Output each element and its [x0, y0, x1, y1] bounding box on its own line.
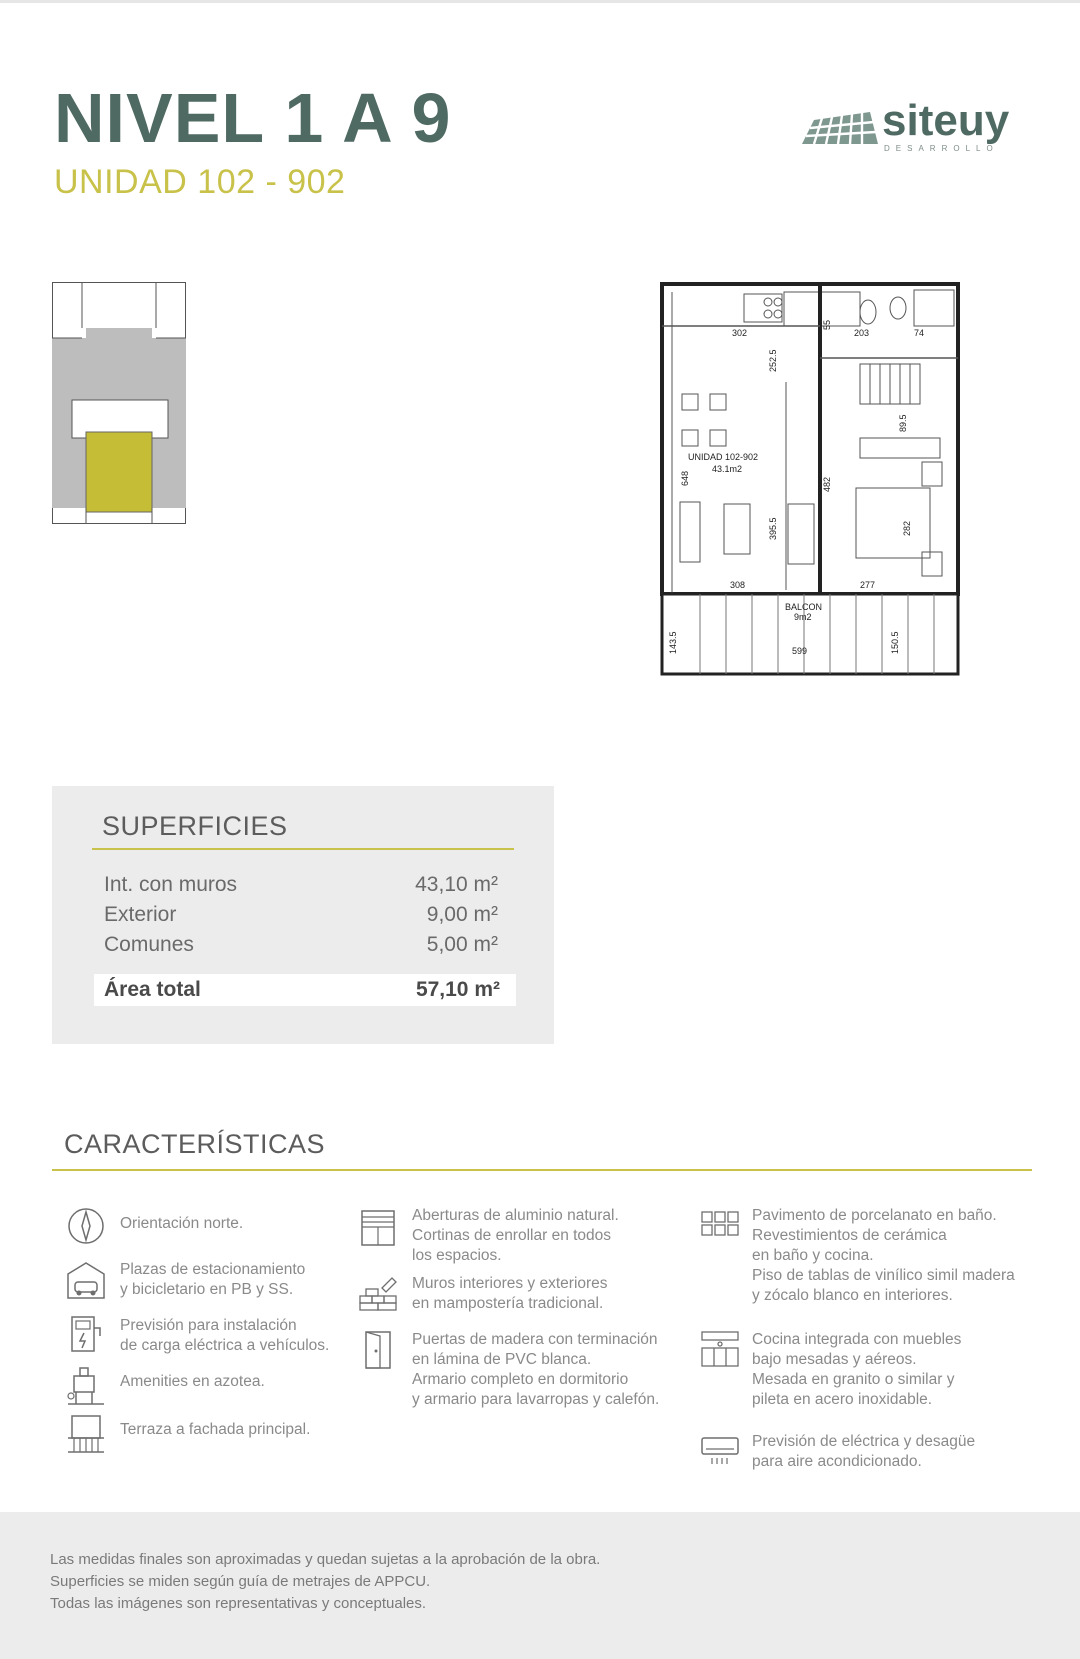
tiles-icon: [700, 1206, 740, 1246]
superficies-title: SUPERFICIES: [102, 811, 288, 841]
caracteristicas-divider: [52, 1169, 1032, 1171]
siteuy-logo: [800, 96, 1020, 160]
superficie-row: [104, 870, 514, 900]
dim-55: 55: [822, 319, 832, 330]
superficie-value: 9,00 m²: [426, 903, 498, 926]
unit-area: 43.1m2: [712, 464, 743, 474]
dim-395-5: 395.5: [768, 517, 778, 540]
garage-car-icon: [66, 1260, 106, 1300]
window-blind-icon: [358, 1208, 398, 1248]
dim-482: 482: [822, 476, 832, 492]
superficies-panel: [52, 786, 554, 1044]
caracteristicas-title: CARACTERÍSTICAS: [64, 1129, 326, 1159]
compass-icon: [66, 1206, 106, 1246]
dim-277: 277: [860, 580, 876, 590]
brick-wall-icon: [358, 1274, 398, 1314]
feature-item: Previsión para instalación de carga eléctrica a vehículos.: [120, 1317, 330, 1354]
feature-item: Plazas de estacionamiento y bicicletario en PB y SS.: [120, 1261, 306, 1298]
logo-mark-icon: [800, 106, 880, 146]
disclaimer-line: Las medidas finales son aproximadas y quedan sujetas a la aprobación de la obra.: [50, 1551, 601, 1568]
superficie-label: Exterior: [104, 903, 177, 926]
top-border: [0, 0, 1080, 3]
dim-599: 599: [792, 646, 808, 656]
dim-150-5: 150.5: [890, 631, 900, 654]
feature-item: Orientación norte.: [120, 1215, 244, 1232]
footer-disclaimer: [0, 1512, 1080, 1659]
feature-item: Pavimento de porcelanato en baño. Revestimientos de cerámica en baño y cocina. Piso de tablas de vinílico simil madera y zócalo blanco en interiores.: [752, 1207, 1015, 1304]
feature-item: Puertas de madera con terminación en lámina de PVC blanca. Armario completo en dormitorio y armario para lavarropas y calefón.: [412, 1331, 660, 1408]
dim-252-5: 252.5: [768, 349, 778, 372]
terrace-icon: [66, 1414, 106, 1454]
unit-highlight: [86, 432, 152, 512]
ev-charger-icon: [66, 1314, 106, 1354]
unit-label: UNIDAD 102-902: [688, 452, 759, 462]
superficie-row: [104, 900, 514, 930]
dim-308: 308: [730, 580, 746, 590]
feature-item: Muros interiores y exteriores en mampostería tradicional.: [412, 1275, 608, 1312]
kitchen-icon: [700, 1330, 740, 1370]
superficie-total-row: [94, 974, 516, 1006]
page-title: NIVEL 1 A 9: [54, 79, 452, 157]
dim-302: 302: [732, 328, 748, 338]
feature-item: Amenities en azotea.: [120, 1373, 265, 1390]
superficie-value: 43,10 m²: [415, 873, 498, 896]
barbecue-icon: [66, 1366, 106, 1406]
logo-wordmark: siteuy: [882, 96, 1010, 145]
superficie-label: Comunes: [104, 933, 194, 956]
feature-item: Aberturas de aluminio natural. Cortinas de enrollar en todos los espacios.: [412, 1207, 619, 1264]
disclaimer-line: Todas las imágenes son representativas y conceptuales.: [50, 1595, 427, 1612]
dim-203: 203: [854, 328, 870, 338]
page-subtitle: UNIDAD 102 - 902: [54, 163, 346, 201]
logo-tagline: DESARROLLO: [884, 144, 999, 153]
air-conditioner-icon: [700, 1430, 740, 1470]
superficie-label: Int. con muros: [104, 873, 238, 896]
total-value: 57,10 m²: [415, 978, 500, 1001]
feature-item: Cocina integrada con muebles bajo mesadas y aéreos. Mesada en granito o similar y pileta en acero inoxidable.: [752, 1331, 962, 1408]
dim-89-5: 89.5: [898, 414, 908, 432]
total-label: Área total: [104, 978, 201, 1001]
feature-item: Previsión de eléctrica y desagüe para aire acondicionado.: [752, 1433, 976, 1470]
superficie-row: [104, 930, 514, 960]
dim-648: 648: [680, 470, 690, 486]
balcony-label: BALCON: [785, 602, 823, 612]
balcony-area: 9m2: [794, 612, 812, 622]
disclaimer-line: Superficies se miden según guía de metrajes de APPCU.: [50, 1573, 431, 1590]
dim-282: 282: [902, 520, 912, 536]
dim-143-5: 143.5: [668, 631, 678, 654]
superficies-divider: [92, 848, 514, 850]
superficie-value: 5,00 m²: [426, 933, 498, 956]
building-key-plan: [52, 282, 186, 524]
feature-item: Terraza a fachada principal.: [120, 1421, 311, 1438]
door-icon: [358, 1330, 398, 1370]
unit-floor-plan: [660, 282, 964, 680]
dim-74: 74: [914, 328, 925, 338]
